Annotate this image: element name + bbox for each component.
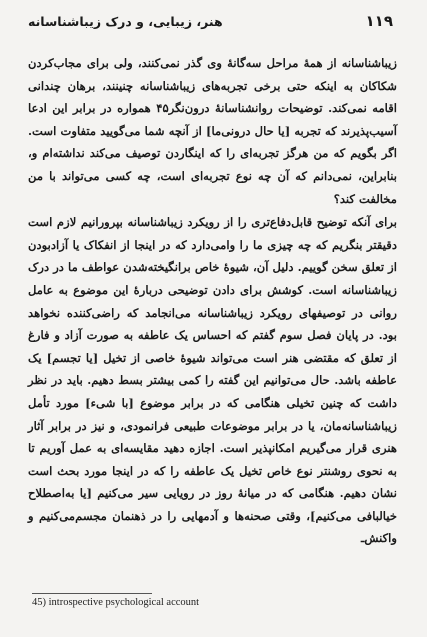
footnote: 45) introspective psychological account xyxy=(32,597,200,608)
body-text xyxy=(28,52,397,550)
paragraph-1: زیباشناسانه از همهٔ مراحل سه‌گانهٔ وی گذر نمی‌کنند، ولی برای مجاب‌کردن شکاکان به اینکه حتی برخی تجربه‌های زیباشناسانه چنینند، برهان چندانی اقامه نمی‌کند. توضیحات روانشناسانهٔ درون‌نگر۴۵ همواره در برابر این ادعا آسیب‌پذیرند که تجربه [یا حال درونی‌ما] از آنچه شما می‌گویید متفاوت است. اگر بگویم که من هرگز تجربه‌ای را که اینگاردن توصیف می‌کند نداشته‌ام و، بنابراین، نمی‌دانم که آن چه نوع تجربه‌ای است، چه کسی می‌تواند با من مخالفت کند؟ xyxy=(28,56,397,206)
footnote-divider xyxy=(32,593,152,594)
page-header xyxy=(28,12,393,30)
page-number: ۱۱۹ xyxy=(365,12,393,30)
running-head: هنر، زیبایی، و درک زیباشناسانه xyxy=(28,14,223,29)
paragraph-2: برای آنکه توضیح قابل‌دفاع‌تری را از رویکرد زیباشناسانه بپرورانیم لازم است دقیقتر بنگریم که چه چیزی ما را وامی‌دارد که در اینجا از انفکاک یا آزادبودن از تعلق سخن گوییم. دلیل آن، شیوهٔ خاص برانگیخته‌شدن عواطف ما در درک زیباشناسانه است. کوشش برای دادن توضیحی دربارهٔ این موضوع به عامل روانی در توصیفهای رویکرد زیباشناسانه می‌انجامد که راضی‌کننده نخواهد بود. در پایان فصل سوم گفتم که احساس یک عاطفه به صورت آزاد و فارغ از تعلق که مقتضی هنر است می‌تواند شیوهٔ خاصی از تخیل [یا تجسم] یک عاطفه باشد. حال می‌توانیم این گفته را کمی بیشتر بسط دهیم. باید در نظر داشت که چنین تخیلی هنگامی که در برابر موضوع [با شیء] مورد تأمل زیباشناسانه‌مان، یا در برابر موضوعات طبیعی فرانمودی، و نیز در برابر آثار هنری قرار می‌گیریم امکانپذیر است. اجازه دهید مقایسه‌ای به عمل آوریم تا به نحوی روشنتر نوع خاص تخیل یک عاطفه را که در اینجا مورد بحث است نشان دهیم. هنگامی که در میانهٔ روز در رویایی سیر می‌کنیم [یا به‌اصطلاح خیالبافی می‌کنیم]، وقتی صحنه‌ها و آدمهایی را در ذهنمان مجسم‌می‌کنیم و واکنش‌ـ xyxy=(28,215,397,546)
